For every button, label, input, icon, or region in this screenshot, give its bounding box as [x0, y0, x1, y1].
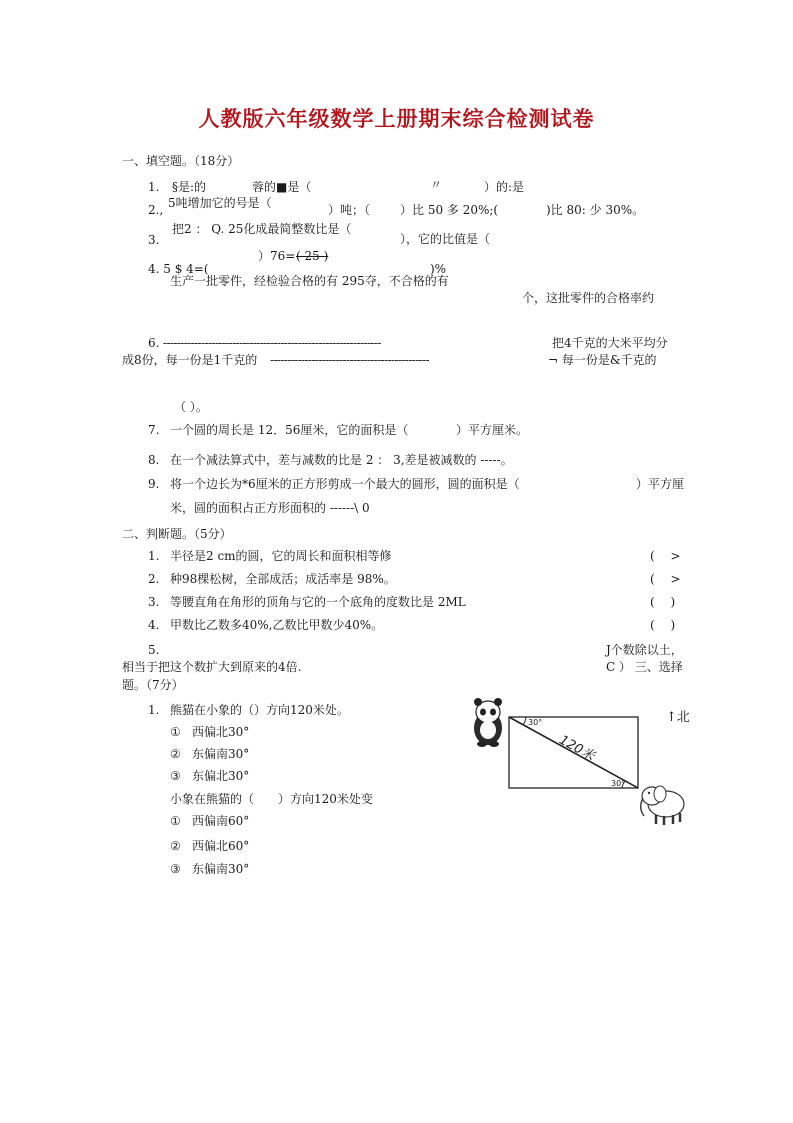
- option-mark: ③: [170, 769, 181, 783]
- direction-diagram: [468, 692, 698, 832]
- angle-label-bottom: 30°: [611, 779, 626, 788]
- angle-label-top: 30°: [528, 718, 543, 727]
- elephant-icon: [641, 786, 684, 825]
- option-text: 西偏南60°: [192, 814, 250, 828]
- option-mark: ②: [170, 839, 181, 853]
- option-text: 东偏南30°: [192, 747, 250, 761]
- option-mark: ①: [170, 814, 181, 828]
- option-text: 东偏北30°: [192, 769, 250, 783]
- option-mark: ①: [170, 725, 181, 739]
- north-arrow-label: ↑北: [666, 710, 690, 725]
- page-title: 人教版六年级数学上册期末综合检测试卷: [198, 106, 595, 131]
- exam-page: 人教版六年级数学上册期末综合检测试卷 一、填空题。（18分） 1. §是:的 蓉的■是（ 〃 ）的:是 2., 5吨增加它的号是（ ）吨；（ ）比 50 多 20%;( )比 80: 少 30%。 3. 把2 ： Q. 25化成最简整数比是（ ），它的比值是（ ）76= ( 25 ) 4. 5 $ 4=( )% 生产一批零件，经检验合格的有 295夺，不合格的有 个，这批零件的合格率约 6. --------------------------------------------------------------- 把4千克的大米平均分 成8份，每一份是1千克的 ---------------------------------------------- ¬ 每一份是&千克的 （ ）。 7. 一个圆的周长是 12．56厘米，它的面积是（ ）平方厘米。 8. 在一个减法算式中，差与减数的比是 2 ： 3,差是被减数的 -----。 9. 将一个边长为*6厘米的正方形剪成一个最大的圆形，圆的面积是（ ）平方厘 米，圆的面积占正方形面积的 ------\ 0 二、判断题。（5分） 1. 半径是2 cm的圆，它的周长和面积相等修 ( > 2. 种98棵松树，全部成活；成活率是 98%。 ( > 3. 等腰直角在角形的顶角与它的一个底角的度数比是 2ML ( ) 4. 甲数比乙数多40%,乙数比甲数少40%。 ( ) 5. J个数除以土， 相当于把这个数扩大到原来的4倍. C ） 三、选择 题。（7分） 1. 熊猫在小象的（）方向120米处。 ① 西偏北30° ② 东偏南30° ③ 东偏北30° 小象在熊猫的（ ）方向120米处变 ① 西偏南60° ② 西偏北60° ③ 东偏南30° 30° 30° 120米 ↑北: [0, 0, 793, 1123]
- option-text: 东偏南30°: [192, 862, 250, 876]
- distance-label: 120米: [556, 732, 597, 765]
- option-mark: ②: [170, 747, 181, 761]
- option-text: 西偏北30°: [192, 725, 250, 739]
- angle-arc-top: [523, 717, 526, 725]
- panda-icon: [474, 698, 502, 747]
- option-mark: ③: [170, 862, 181, 876]
- section-2-header: 二、判断题。（5分）: [122, 527, 232, 541]
- section-1-header: 一、填空题。（18分）: [122, 154, 240, 168]
- option-text: 西偏北60°: [192, 839, 250, 853]
